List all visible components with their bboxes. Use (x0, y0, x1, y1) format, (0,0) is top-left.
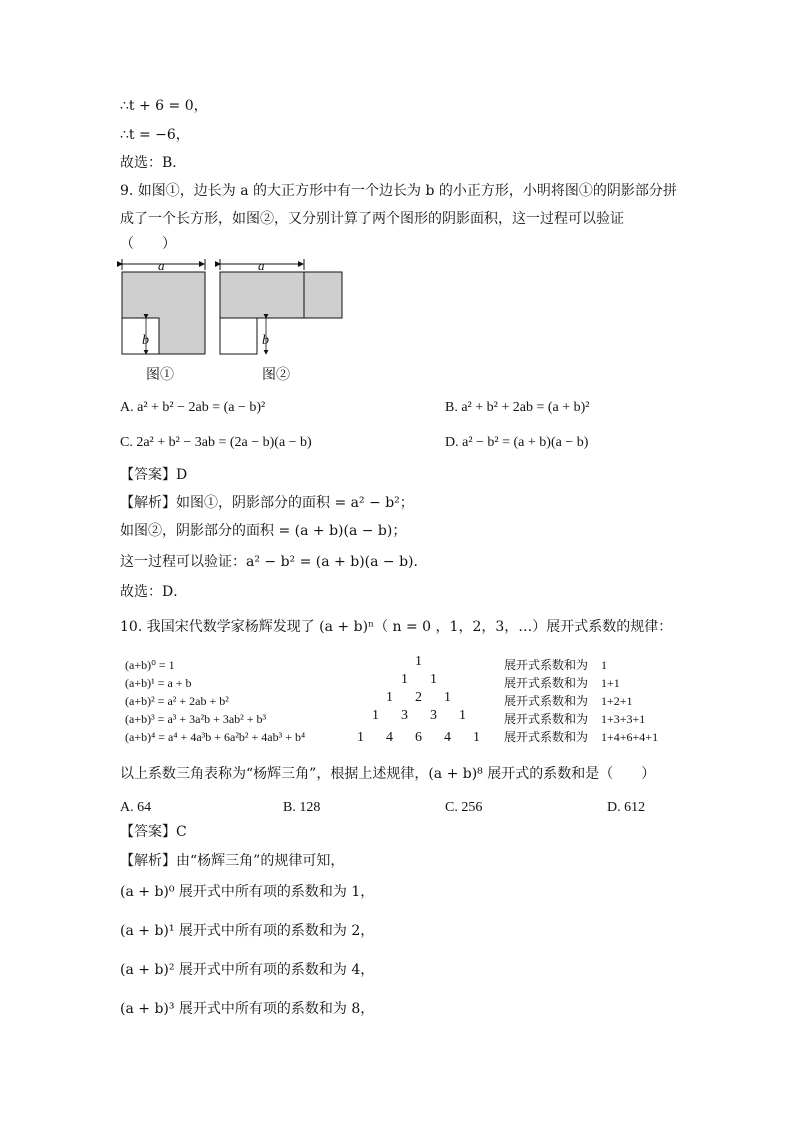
sum-row-0: 1 (601, 658, 607, 672)
q10-analysis-line-1: (a + b)¹ 展开式中所有项的系数和为 2， (120, 923, 375, 939)
coeff-r3-0: 1 (372, 708, 379, 723)
q9-analysis-4: 故选：D． (120, 584, 188, 600)
triangle-formula-row-4: (a+b)⁴ = a⁴ + 4a³b + 6a²b² + 4ab³ + b⁴ (125, 730, 306, 744)
q9-option-a: A. a² + b² − 2ab = (a − b)² (120, 400, 266, 415)
sum-row-1: 1+1 (601, 676, 620, 690)
q9-option-c: C. 2a² + b² − 3ab = (2a − b)(a − b) (120, 435, 312, 450)
coeff-r3-3: 1 (459, 708, 466, 723)
q9-analysis-3: 这一过程可以验证：a² − b² = (a + b)(a − b)． (120, 554, 428, 570)
q9-paren: （ ） (120, 236, 176, 252)
coeff-r4-0: 1 (357, 730, 364, 745)
q10-option-d: D. 612 (607, 800, 646, 815)
q9-stem-line-1: 9. 如图①，边长为 a 的大正方形中有一个边长为 b 的小正方形，小明将图①的阴影部分拼 (120, 183, 677, 199)
coeff-r4-3: 4 (444, 730, 451, 745)
fig2-b-label: b (262, 333, 269, 348)
q10-answer: 【答案】C (120, 824, 187, 840)
q9-stem-line-2: 成了一个长方形，如图②，又分别计算了两个图形的阴影面积，这一过程可以验证 (120, 211, 624, 227)
fig2-caption: 图② (262, 367, 290, 383)
sum-row-2: 1+2+1 (601, 694, 633, 708)
q10-option-b: B. 128 (283, 800, 321, 815)
coeff-r4-1: 4 (386, 730, 393, 745)
fig1-caption: 图① (146, 367, 174, 383)
sum-label-row-1: 展开式系数和为 (504, 676, 589, 690)
coeff-r2-2: 1 (444, 690, 451, 705)
figure-1 (122, 258, 205, 354)
triangle-formula-row-0: (a+b)⁰ = 1 (125, 658, 175, 672)
coeff-r1-0: 1 (401, 672, 408, 687)
q9-option-b: B. a² + b² + 2ab = (a + b)² (445, 400, 590, 415)
q10-option-a: A. 64 (120, 800, 152, 815)
q10-option-c: C. 256 (445, 800, 483, 815)
triangle-formula-row-2: (a+b)² = a² + 2ab + b² (125, 694, 229, 708)
coeff-r3-2: 3 (430, 708, 437, 723)
figure-2 (220, 258, 342, 354)
q10-question: 以上系数三角表称为“杨辉三角”，根据上述规律，(a + b)⁸ 展开式的系数和是（ ） (120, 766, 656, 782)
q10-analysis-line-2: (a + b)² 展开式中所有项的系数和为 4， (120, 962, 375, 978)
sum-row-3: 1+3+3+1 (601, 712, 646, 726)
fig1-b-label: b (142, 333, 149, 348)
q9-answer: 【答案】D (120, 467, 188, 483)
coeff-r3-1: 3 (401, 708, 408, 723)
coeff-r2-1: 2 (415, 690, 422, 705)
q9-analysis-2: 如图②，阴影部分的面积 = (a + b)(a − b)； (120, 523, 407, 539)
coeff-r0-0: 1 (415, 654, 422, 669)
fig2-a-label: a (258, 258, 265, 273)
q10-analysis-line-3: (a + b)³ 展开式中所有项的系数和为 8， (120, 1001, 375, 1017)
triangle-formula-row-1: (a+b)¹ = a + b (125, 676, 192, 690)
q9-option-d: D. a² − b² = (a + b)(a − b) (445, 435, 589, 450)
q10-stem: 10. 我国宋代数学家杨辉发现了 (a + b)ⁿ（ n = 0 ，1，2，3，…）展开式系数的规律： (120, 619, 673, 635)
sum-label-row-3: 展开式系数和为 (504, 712, 589, 726)
fig1-a-label: a (158, 258, 165, 273)
q10-analysis-intro: 【解析】由“杨辉三角”的规律可知， (120, 853, 345, 869)
prev-line-2: ∴t = −6， (120, 127, 190, 143)
q9-analysis-1: 【解析】如图①，阴影部分的面积 = a² − b²； (120, 495, 414, 511)
q10-analysis-line-0: (a + b)⁰ 展开式中所有项的系数和为 1， (120, 884, 375, 900)
triangle-formula-row-3: (a+b)³ = a³ + 3a²b + 3ab² + b³ (125, 712, 267, 726)
coeff-r2-0: 1 (386, 690, 393, 705)
prev-line-3: 故选：B． (120, 155, 187, 171)
coeff-r4-2: 6 (415, 730, 422, 745)
coeff-r4-4: 1 (473, 730, 480, 745)
sum-row-4: 1+4+6+4+1 (601, 730, 659, 744)
coeff-r1-1: 1 (430, 672, 437, 687)
sum-label-row-2: 展开式系数和为 (504, 694, 589, 708)
prev-line-1: ∴t + 6 = 0， (120, 98, 208, 114)
sum-label-row-4: 展开式系数和为 (504, 730, 589, 744)
sum-label-row-0: 展开式系数和为 (504, 658, 589, 672)
